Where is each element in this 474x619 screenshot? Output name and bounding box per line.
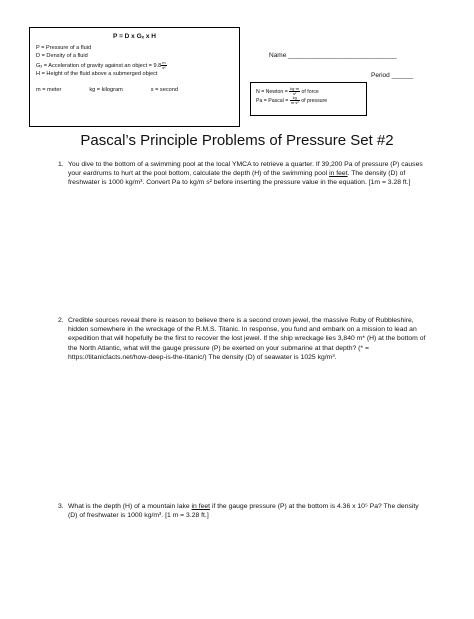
definition-height: H = Height of the fluid above a submerged object xyxy=(36,70,158,77)
problem-3-text-b: if the gauge pressure (P) at the bottom is 4.36 x 10⁵ Pa? The density (D) of freshwater is 1000 kg/m³. [1 m = 3.28 ft.] xyxy=(68,503,419,520)
problem-2 xyxy=(58,316,428,362)
problem-1-text-b: . The density (D) of freshwater is 1000 kg/m³. Convert Pa to kg/m s² before inserting the pressure value in the equation. [1m = 3.28 ft.] xyxy=(68,170,411,187)
unit-legend xyxy=(36,86,233,94)
problem-3-underline: in feet xyxy=(191,503,211,510)
unit-meter: m = meter xyxy=(36,87,62,94)
problem-3 xyxy=(58,502,428,520)
pascal-prefix: Pa = Pascal = xyxy=(256,98,289,105)
problem-1-text-a: You dive to the bottom of a swimming pool at the local YMCA to retrieve a quarter. If 39,200 Pa of pressure (P) causes your eardrums to hurt at the pool bottom, calculate the depth (H) of the swimming pool xyxy=(68,161,423,178)
problem-2-text-a: Credible sources reveal there is reason to believe there is a second crown jewel, the massive Ruby of Rubbleshire, hidden somewhere in the wreckage of the R.M.S. Titanic. In response, you fund and embark on a mission to lead an expedition that will hopefully be the first to recover the lost jewel. If the ship wreckage lies 3,840 m* (H) at the bottom of the North Atlantic, what will the gauge pressure (P) be exerted on your submarine at that depth? (* = https://titanicfacts.net/how-deep-is-the-titanic/) The density (D) of seawater is 1025 kg/m³. xyxy=(68,317,426,361)
pascal-den: m·s² xyxy=(290,100,299,106)
problem-3-number: 3. xyxy=(58,503,64,510)
problem-1-underline: in feet xyxy=(329,170,348,178)
definition-gravity-text: Gₓ = Acceleration of gravity against an object = 9.8 xyxy=(36,62,162,69)
definition-density: D = Density of a fluid xyxy=(36,53,88,60)
formula-reference-box xyxy=(29,27,240,127)
name-field: Name ______________________________ xyxy=(269,52,397,59)
pascal-definition xyxy=(256,96,361,105)
gravity-unit-fraction xyxy=(161,61,166,70)
definition-gravity xyxy=(36,61,233,70)
pascal-fraction xyxy=(290,96,300,105)
units-definition-box xyxy=(250,82,367,116)
gravity-unit-den: s² xyxy=(162,64,166,70)
newton-den: s² xyxy=(292,91,297,96)
pascal-num: kg xyxy=(290,96,300,101)
definition-pressure: P = Pressure of a fluid xyxy=(36,44,92,51)
problem-1-number: 1. xyxy=(58,161,64,168)
gravity-unit-num: m xyxy=(162,59,166,65)
newton-num: kg·m xyxy=(290,86,300,91)
newton-suffix: of force xyxy=(301,88,319,95)
problem-1 xyxy=(58,160,428,188)
pascal-suffix: of pressure xyxy=(301,98,328,105)
newton-prefix: N = Newton = xyxy=(256,88,288,95)
newton-definition xyxy=(256,87,361,96)
problem-3-text-a: What is the depth (H) of a mountain lake xyxy=(68,503,192,510)
unit-kilogram: kg = kilogram xyxy=(89,87,123,94)
page-title: Pascal’s Principle Problems of Pressure Set #2 xyxy=(80,132,394,149)
period-field: Period ______ xyxy=(371,72,414,79)
unit-second: s = second xyxy=(150,87,178,94)
problem-2-number: 2. xyxy=(58,317,64,324)
pressure-formula: P = D x Gₓ x H xyxy=(113,33,156,40)
